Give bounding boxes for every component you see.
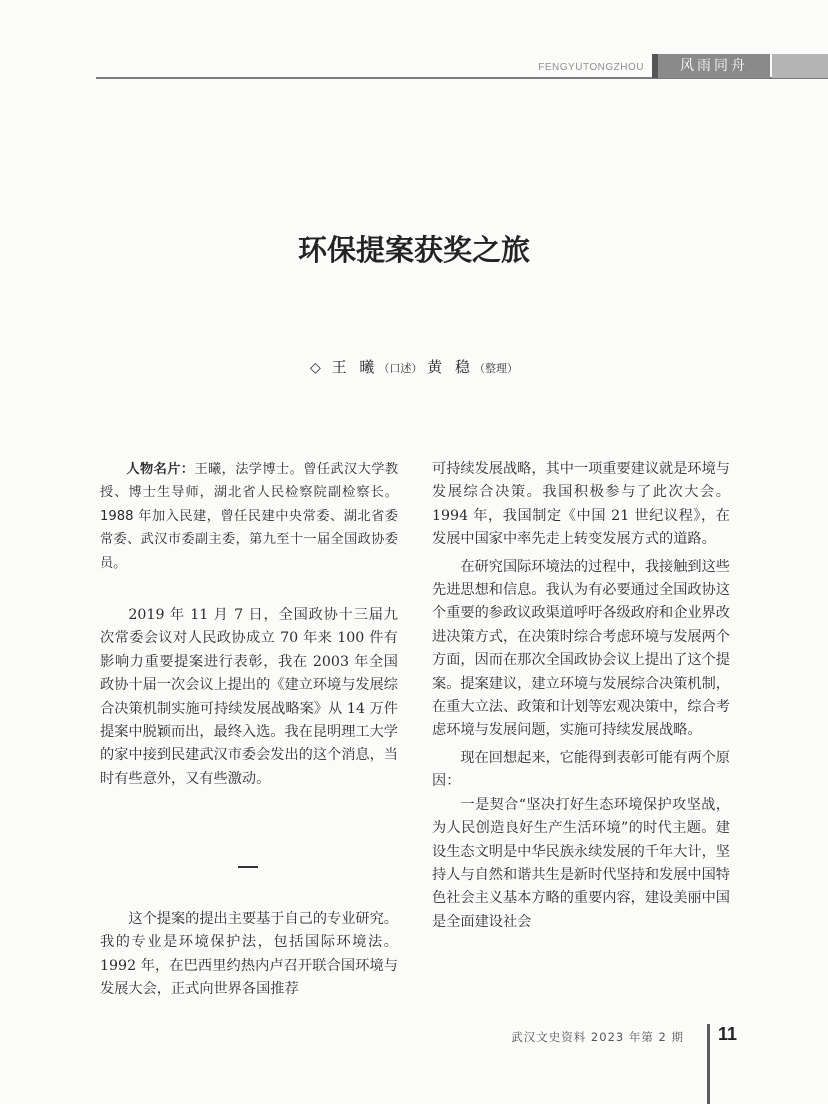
footer-journal: 武汉文史资料 2023 年第 2 期: [511, 1030, 684, 1044]
header-column-bar-edge: [652, 54, 658, 78]
footer-divider: [707, 1024, 710, 1104]
intro-text: 2019 年 11 月 7 日，全国政协十三届九次常委会议对人民政协成立 70 年来 100 件有影响力重要提案进行表彰，我在 2003 年全国政协十届一次会议上提出的《建立环境与发展综合决策机制实施可持续发展战略案》从 14 万件提案中脱颖而出，最终入选。我在昆明理工大学的家中接到民建武汉市委会发出的这个消息，当时有些意外，又有些激动。: [100, 607, 398, 787]
editor-name: 黄 稳: [427, 358, 474, 376]
bio-text: 王曦，法学博士。曾任武汉大学教授、博士生导师，湖北省人民检察院副检察长。1988 年加入民建，曾任民建中央常委、湖北省委常委、武汉市委副主委，第九至十一届全国政协委员。: [100, 462, 399, 571]
intro-paragraph: [100, 604, 398, 791]
editor-role: （整理）: [473, 362, 518, 375]
right-paragraph-3: 现在回想起来，它能得到表彰可能有两个原因：: [432, 749, 730, 790]
author-bio: [100, 458, 398, 575]
right-paragraph-2: 在研究国际环境法的过程中，我接触到这些先进思想和信息。我认为有必要通过全国政协这个重要的参政议政渠道呼吁各级政府和企业界改进决策方式，在决策时综合考虑环境与发展两个方面，因而在那次全国政协会议上提出了这个提案。提案建议，建立环境与发展综合决策机制，在重大立法、政策和计划等宏观决策中，综合考虑环境与发展问题，实施可持续发展战略。: [432, 558, 730, 739]
section-one-paragraph: [100, 908, 398, 1002]
right-column: [432, 458, 730, 934]
right-paragraph-4: 一是契合“坚决打好生态环境保护攻坚战，为人民创造良好生产生活环境”的时代主题。建设生态文明是中华民族永续发展的千年大计，坚持人与自然和谐共生是新时代坚持和发展中国特色社会主义基本方略的重要内容，建设美丽中国是全面建设社会: [432, 796, 730, 930]
section-one-marker: [238, 866, 258, 868]
header-column-name: 风雨同舟: [680, 58, 748, 74]
header-column-bar-tail: [772, 54, 828, 78]
bio-label: 人物名片：: [126, 462, 195, 477]
section-one-text: 这个提案的提出主要基于自己的专业研究。我的专业是环境保护法，包括国际环境法。1992 年，在巴西里约热内卢召开联合国环境与发展大会，正式向世界各国推荐: [100, 911, 398, 998]
diamond-icon: ◇: [310, 360, 321, 376]
header-pinyin: FENGYUTONGZHOU: [538, 62, 644, 73]
byline: [0, 356, 828, 377]
right-paragraph-1: 可持续发展战略，其中一项重要建议就是环境与发展综合决策。我国积极参与了此次大会。1994 年，我国制定《中国 21 世纪议程》，在发展中国家中率先走上转变发展方式的道路。: [432, 461, 730, 548]
article-title: 环保提案获奖之旅: [297, 233, 530, 267]
author-role: （口述）: [378, 362, 423, 375]
author-name: 王 曦: [331, 358, 379, 376]
page-number: 11: [718, 1024, 738, 1044]
